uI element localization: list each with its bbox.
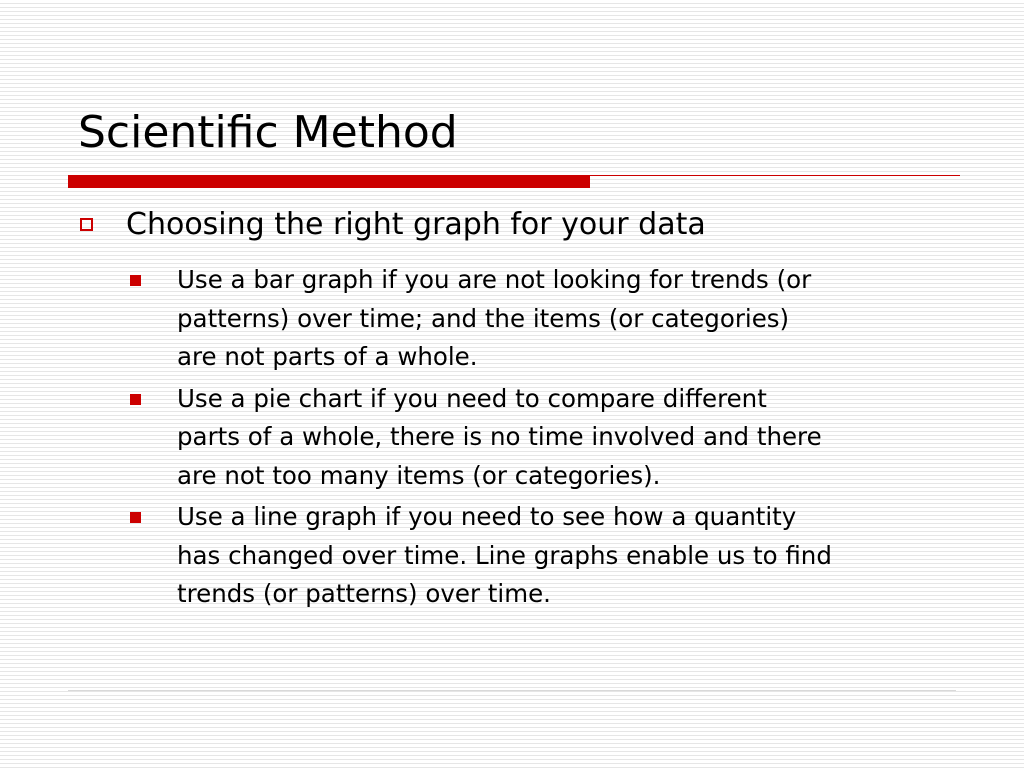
sub-bullet-line: has changed over time. Line graphs enable us to find: [177, 540, 832, 570]
sub-bullet-line: trends (or patterns) over time.: [177, 579, 551, 608]
sub-bullet-list: [70, 261, 970, 617]
sub-bullet-line: patterns) over time; and the items (or categories): [177, 303, 790, 333]
sub-bullet-line: parts of a whole, there is no time involved and there: [177, 422, 822, 451]
solid-square-icon: [130, 512, 141, 523]
sub-bullet-line: Use a line graph if you need to see how a quantity: [177, 502, 797, 531]
sub-bullet-line: are not parts of a whole.: [177, 342, 478, 371]
sub-bullet-line: Use a pie chart if you need to compare different: [177, 383, 767, 413]
solid-square-icon: [130, 394, 141, 405]
bullet-text: Choosing the right graph for your data: [126, 207, 706, 242]
slide-title: Scientific Method: [78, 107, 458, 158]
sub-bullet-item: [70, 380, 970, 496]
title-underline-thick: [68, 175, 590, 188]
bullet-item: [70, 204, 970, 608]
sub-bullet-item: [70, 498, 970, 614]
footer-divider: [68, 690, 956, 691]
solid-square-icon: [130, 275, 141, 286]
title-underline-thin: [590, 175, 960, 176]
hollow-square-icon: [80, 218, 93, 231]
bullet-list: [70, 204, 970, 608]
sub-bullet-item: [70, 261, 970, 377]
sub-bullet-line: are not too many items (or categories).: [177, 460, 661, 490]
sub-bullet-line: Use a bar graph if you are not looking for trends (or: [177, 265, 812, 294]
